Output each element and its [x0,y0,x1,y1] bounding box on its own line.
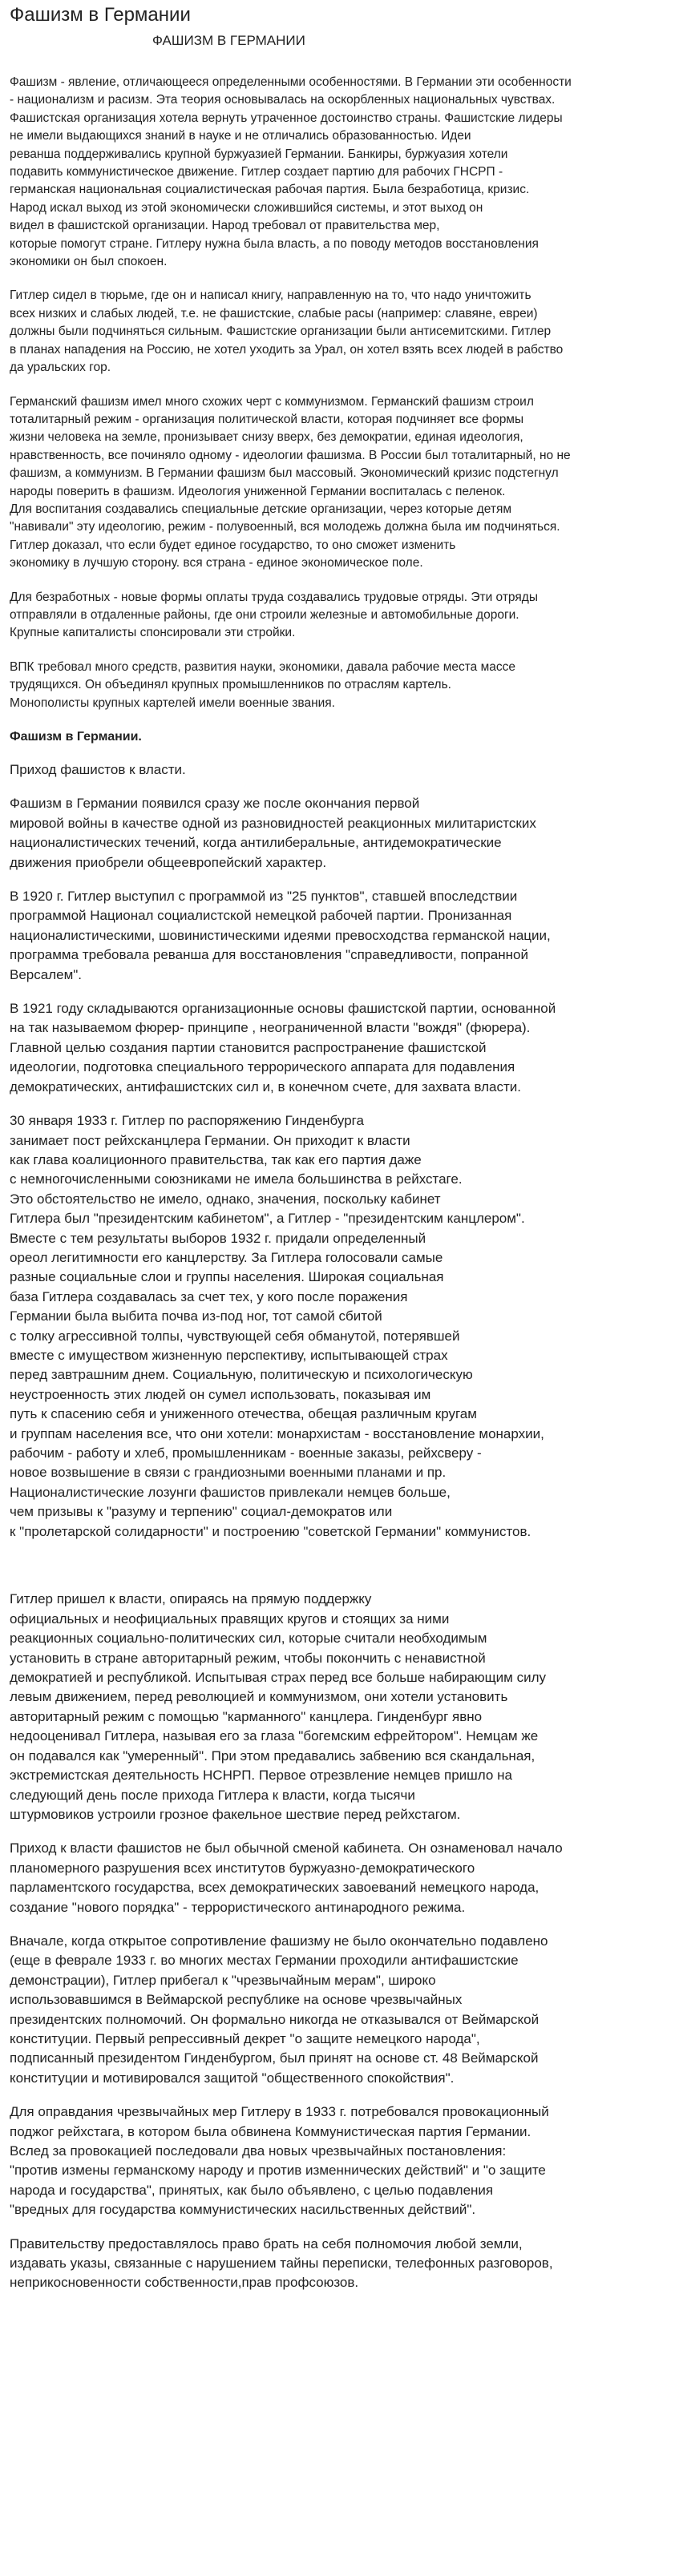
text-line: Народ искал выход из этой экономически сложившийся системы, и этот выход он [10,200,483,215]
paragraph [10,1932,669,2088]
text-line: поджог рейхстага, в котором была обвинена Коммунистическая партия Германии. [10,2123,531,2139]
paragraph [10,760,669,780]
text-line: германская национальная социалистическая рабочая партия. Была безработица, кризис. [10,183,530,197]
text-line: Главной целью создания партии становится распространение фашистской [10,1039,487,1055]
text-line: тоталитарный режим - организация политической власти, которая подчиняет все формы [10,412,524,426]
text-line: Крупные капиталисты спонсировали эти стройки. [10,626,296,640]
text-line: установить в стране авторитарный режим, чтобы покончить с ненавистной [10,1650,486,1666]
text-line: перед завтрашним днем. Социальную, политическую и психологическую [10,1367,473,1383]
text-line: официальных и неофициальных правящих кругов и стоящих за ними [10,1611,450,1627]
text-line: экономику в лучшую сторону. вся страна - единое экономическое поле. [10,556,423,570]
text-line: демонстрации), Гитлер прибегал к "чрезвычайным мерам", широко [10,1972,436,1988]
text-line: он подавался как "умеренный". При этом предавались забвению вся скандальная, [10,1748,536,1764]
text-line: Гитлер доказал, что если будет единое государство, то оно сможет изменить [10,538,456,552]
text-line: - национализм и расизм. Эта теория основывалась на оскорбленных национальных чувствах. [10,93,556,107]
paragraph [10,887,669,985]
paragraph [10,794,669,873]
text-line: с толку агрессивной толпы, чувствующей себя обманутой, потерявшей [10,1328,460,1344]
text-line: Гитлер сидел в тюрьме, где он и написал книгу, направленную на то, что надо уничтожить [10,288,531,303]
text-line: всех низких и слабых людей, т.е. не фашистские, слабые расы (например: славяне, евреи) [10,306,538,320]
paragraph [10,1839,669,1917]
text-line: новое возвышение в связи с грандиозными военными планами и пр. [10,1465,447,1481]
text-line: Приход к власти фашистов не был обычной сменой кабинета. Он ознаменовал начало [10,1840,563,1856]
text-line: Германии была выбита почва из-под ног, тот самой сбитой [10,1308,382,1324]
paragraph [10,589,669,643]
text-line: недооценивал Гитлера, называя его за глаза "богемским ефрейтором". Немцам же [10,1728,539,1744]
text-line: к "пролетарской солидарности" и построению "советской Германии" коммунистов. [10,1523,531,1539]
text-line: Это обстоятельство не имело, однако, значения, поскольку кабинет [10,1191,441,1207]
text-line: фашизм, а коммунизм. В Германии фашизм был массовый. Экономический кризис подстегнул [10,466,559,481]
text-line: как глава коалиционного правительства, так как его партия даже [10,1151,422,1167]
text-line: использовавшимся в Веймарской республике на основе чрезвычайных [10,1992,463,2008]
text-line: неустроенность этих людей он сумел использовать, показывая им [10,1386,431,1402]
main-section [10,760,669,2293]
text-line [10,1556,669,1575]
text-line: "вредных для государства коммунистических насильственных действий". [10,2202,476,2218]
text-line: да уральских гор. [10,361,111,375]
paragraph [10,74,669,271]
text-line: которые помогут стране. Гитлеру нужна была власть, а по поводу методов восстановления [10,236,539,251]
text-line: Для безработных - новые формы оплаты труда создавались трудовые отряды. Эти отряды [10,590,538,604]
text-line: Германский фашизм имел много схожих черт с коммунизмом. Германский фашизм строил [10,394,534,409]
paragraph [10,1111,669,1542]
text-line: база Гитлера создавалась за счет тех, у кого после поражения [10,1288,408,1304]
text-line: конституции и мотивировался защитой "общественного спокойствия". [10,2070,455,2086]
text-line: Фашизм в Германии появился сразу же после окончания первой [10,796,420,812]
text-line: националистическими, шовинистическими идеями превосходства германской нации, [10,927,551,943]
text-line: на так называемом фюрер- принципе , неограниченной власти "вождя" (фюрера). [10,1020,531,1036]
text-line: конституции. Первый репрессивный декрет "о защите немецкого народа", [10,2030,480,2046]
paragraph [10,2102,669,2219]
text-line: Для воспитания создавались специальные детские организации, через которые детям [10,502,512,516]
text-line: реакционных социально-политических сил, которые считали необходимым [10,1631,487,1647]
text-line: разные социальные слои и группы населения. Широкая социальная [10,1269,444,1285]
text-line: Гитлер пришел к власти, опираясь на прямую поддержку [10,1591,372,1607]
text-line: Вначале, когда открытое сопротивление фашизму не было окончательно подавлено [10,1933,548,1949]
text-line: подписанный президентом Гинденбургом, был принят на основе ст. 48 Веймарской [10,2050,539,2066]
text-line: националистических течений, когда антилиберальные, антидемократические [10,835,502,851]
intro-section [10,74,669,712]
text-line: не имели выдающихся знаний в науке и не отличались образованностью. Идеи [10,129,471,143]
text-line: "навивали" эту идеологию, режим - полувоенный, вся молодежь должна была им подчиняться. [10,520,560,534]
text-line: Вместе с тем результаты выборов 1932 г. придали определенный [10,1230,426,1246]
text-line: В 1920 г. Гитлер выступил с программой из "25 пунктов", ставшей впоследствии [10,889,518,905]
text-line: Версалем". [10,966,83,982]
text-line: Правительству предоставлялось право брать на себя полномочия любой земли, [10,2235,523,2251]
text-line: Вслед за провокацией последовали два новых чрезвычайных постановления: [10,2143,507,2159]
text-line: народы поверить в фашизм. Идеология униженной Германии воспиталась с пеленок. [10,484,506,498]
paragraph [10,999,669,1097]
paragraph [10,1590,669,1824]
text-line: путь к спасению себя и униженного отечества, обещая различным кругам [10,1406,477,1422]
paragraph [10,287,669,377]
text-line: парламентского государства, всех демократических завоеваний немецкого народа, [10,1880,540,1896]
text-line: Националистические лозунги фашистов привлекали немцев больше, [10,1484,451,1500]
text-line: Приход фашистов к власти. [10,762,186,777]
text-line: должны были подчиняться сильным. Фашистские организации были антисемитскими. Гитлер [10,325,552,339]
text-line: "против измены германскому народу и против изменнических действий" и "о защите [10,2163,546,2179]
text-line: демократией и республикой. Испытывая страх перед все больше набирающим силу [10,1670,546,1686]
page-title: Фашизм в Германии [10,4,191,26]
text-line: отправляли в отдаленные районы, где они строили железные и автомобильные дороги. [10,607,519,622]
text-line: мировой войны в качестве одной из разновидностей реакционных милитаристских [10,815,536,831]
text-line: авторитарный режим с помощью "карманного" канцлера. Гинденбург явно [10,1708,483,1724]
text-line: 30 января 1933 г. Гитлер по распоряжению Гинденбурга [10,1113,364,1129]
text-line: Фашизм - явление, отличающееся определенными особенностями. В Германии эти особенности [10,75,572,89]
text-line: создание "нового порядка" - террористического антинародного режима. [10,1899,466,1915]
section-heading: Фашизм в Германии. [10,730,142,744]
text-line: идеологии, подготовка специального террорического аппарата для подавления [10,1059,515,1075]
text-line: чем призывы к "разуму и терпению" социал-демократов или [10,1504,393,1520]
text-line: (еще в феврале 1933 г. во многих местах Германии проходили антифашистские [10,1953,519,1969]
text-line: неприкосновенности собственности,прав профсоюзов. [10,2275,359,2291]
text-line: вместе с имуществом жизненную перспективу, испытывающей страх [10,1347,448,1363]
text-line: в планах нападения на Россию, не хотел уходить за Урал, он хотел взять всех людей в рабство [10,342,564,357]
text-line: экстремистская деятельность НСНРП. Первое отрезвление немцев пришло на [10,1768,512,1784]
page-subtitle: ФАШИЗМ В ГЕРМАНИИ [152,33,305,48]
text-line: левым движением, перед революцией и коммунизмом, они хотели установить [10,1689,508,1705]
text-line: Фашистская организация хотела вернуть утраченное достоинство страны. Фашистские лидеры [10,111,563,125]
text-line: ореол легитимности его канцлерству. За Гитлера голосовали самые [10,1249,443,1265]
text-line: В 1921 году складываются организационные основы фашистской партии, основанной [10,1001,556,1017]
text-line: и группам населения все, что они хотели: монархистам - восстановление монархии, [10,1425,544,1441]
text-line: трудящихся. Он объединял крупных промышленников по отраслям картель. [10,678,451,692]
paragraph [10,393,669,573]
text-line: занимает пост рейхсканцлера Германии. Он приходит к власти [10,1132,410,1148]
text-line: с немногочисленными союзниками не имела большинства в рейхстаге. [10,1171,463,1187]
text-line: нравственность, все починяло одному - идеологии фашизма. В России был тоталитарный, но не [10,448,571,462]
text-line: издавать указы, связанные с нарушением тайны переписки, телефонных разговоров, [10,2256,553,2272]
text-line: Гитлера был "президентским кабинетом", а Гитлер - "президентским канцлером". [10,1211,525,1227]
text-line: планомерного разрушения всех институтов буржуазно-демократического [10,1860,475,1876]
text-line: подавить коммунистическое движение. Гитлер создает партию для рабочих ГНСРП - [10,165,503,179]
text-line: президентских полномочий. Он формально никогда не отказывался от Веймарской [10,2011,540,2027]
text-line: рабочим - работу и хлеб, промышленникам - военные заказы, рейхсверу - [10,1445,482,1461]
text-line: движения приобрели общеевропейский характер. [10,854,327,870]
paragraph [10,1556,669,1575]
text-line: реванша поддерживались крупной буржуазией Германии. Банкиры, буржуазия хотели [10,147,508,161]
text-line: жизни человека на земле, пронизывает снизу вверх, без демократии, единая идеология, [10,430,523,445]
text-line: программа требовала реванша для восстановления "справедливости, попранной [10,947,528,963]
text-line: следующий день после прихода Гитлера к власти, когда тысячи [10,1787,415,1803]
text-line: видел в фашистской организации. Народ требовал от правительства мер, [10,219,440,233]
text-line: Монополисты крупных картелей имели военные звания. [10,695,335,710]
paragraph [10,2235,669,2293]
paragraph [10,659,669,712]
text-line: программой Национал социалистской немецкой рабочей партии. Пронизанная [10,908,512,924]
text-line: экономики он был спокоен. [10,255,168,269]
text-line: Для оправдания чрезвычайных мер Гитлеру в 1933 г. потребовался провокационный [10,2104,549,2120]
text-line: ВПК требовал много средств, развития науки, экономики, давала рабочие места массе [10,659,515,674]
text-line: штурмовиков устроили грозное факельное шествие перед рейхстагом. [10,1806,461,1822]
text-line: народа и государства", принятых, как было объявлено, с целью подавления [10,2182,494,2198]
text-line: демократических, антифашистских сил и, в конечном счете, для захвата власти. [10,1078,522,1094]
